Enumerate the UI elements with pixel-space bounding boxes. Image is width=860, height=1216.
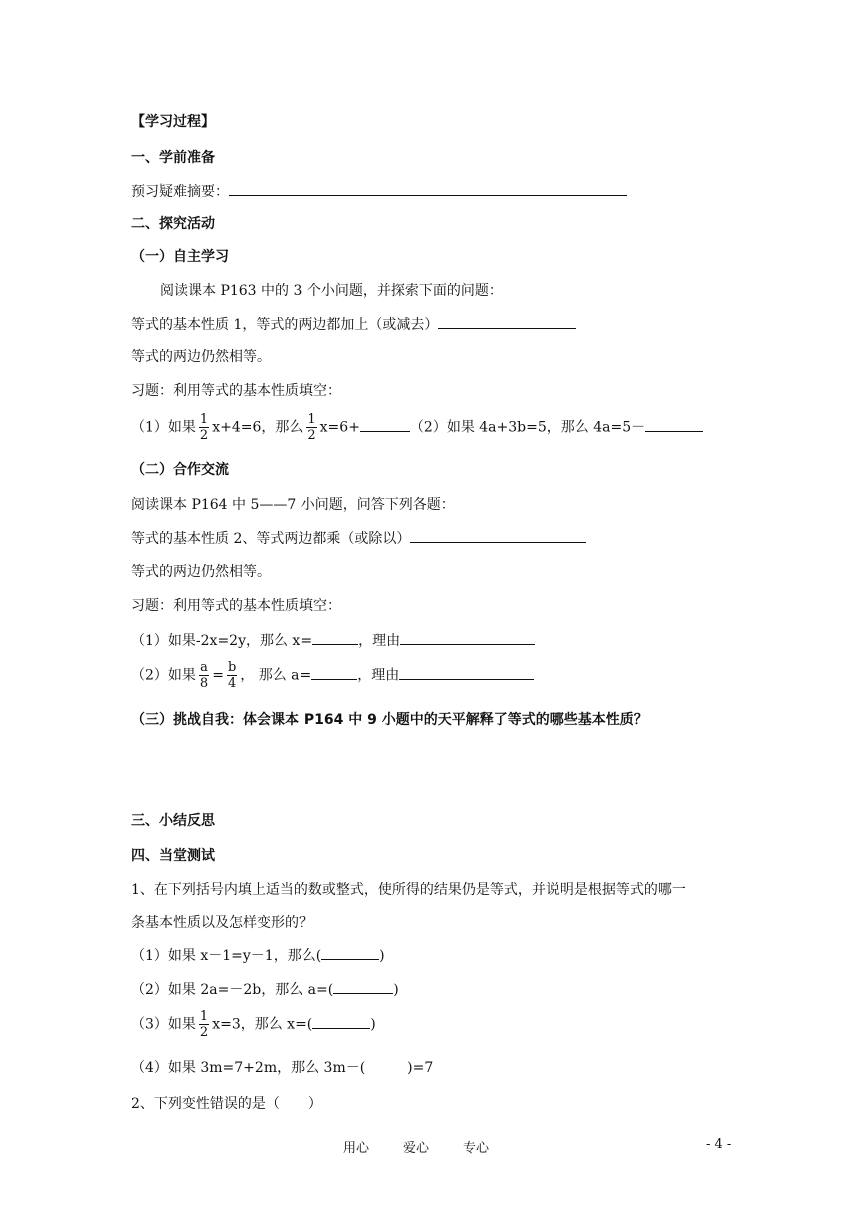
- ex2-q2-blank[interactable]: [311, 666, 357, 680]
- fraction-a-8: $\frac{a}{8}$: [199, 660, 209, 691]
- property2-blank[interactable]: [410, 529, 586, 543]
- preview-prompt-line: [131, 182, 627, 201]
- part2-title: 二、探究活动: [131, 216, 215, 232]
- property1-blank[interactable]: [438, 315, 576, 329]
- s2-text: （2）如果 2a=－2b，那么 a=(: [131, 982, 334, 998]
- sub1-intro: 阅读课本 P163 中的 3 个小问题，并探索下面的问题：: [160, 283, 503, 299]
- s2-end: ): [393, 982, 399, 998]
- fraction-b-4: $\frac{b}{4}$: [227, 660, 237, 691]
- q1-end: x=6+: [319, 419, 360, 436]
- ex2-q1-text: （1）如果-2x=2y，那么 x=: [131, 633, 313, 649]
- fraction-half: $\frac{1}{2}$: [199, 412, 209, 443]
- test-s2: [131, 980, 399, 999]
- exercise2-label: 习题：利用等式的基本性质填空：: [131, 598, 341, 614]
- sub3-line: [131, 711, 648, 729]
- sub2-intro: 阅读课本 P164 中 5——7 小问题，问答下列各题：: [131, 497, 455, 513]
- part3-title: 三、小结反思: [131, 813, 215, 829]
- test-q1-line2: 条基本性质以及怎样变形的？: [131, 915, 313, 931]
- page-number: - 4 -: [706, 1137, 732, 1152]
- footer-motto-2: 爱心: [403, 1141, 430, 1156]
- s1-text: （1）如果 x－1=y－1，那么(: [131, 948, 322, 964]
- preview-blank[interactable]: [229, 182, 627, 196]
- test-s1: [131, 946, 385, 965]
- ex2-q2-prefix: （2）如果: [131, 667, 196, 684]
- test-s3: [131, 1009, 376, 1040]
- ex2-q2-mid: ， 那么 a=: [240, 667, 312, 684]
- test-q2: 2、下列变性错误的是（ ）: [131, 1096, 322, 1112]
- footer-motto-1: 用心: [343, 1141, 370, 1156]
- property2-line: [131, 529, 586, 548]
- exercise1-label: 习题：利用等式的基本性质填空：: [131, 383, 341, 399]
- ex2-q1-blank[interactable]: [312, 631, 358, 645]
- s3-blank[interactable]: [312, 1015, 370, 1029]
- property1-text: 等式的基本性质 1，等式的两边都加上（或减去）: [131, 317, 439, 333]
- sub2-title: （二）合作交流: [131, 462, 229, 478]
- ex2-q1-reason: ，理由: [358, 633, 401, 649]
- s1-blank[interactable]: [321, 946, 379, 960]
- q1-prefix: （1）如果: [131, 419, 196, 436]
- sub1-title: （一）自主学习: [131, 249, 229, 265]
- s1-end: ): [379, 948, 385, 964]
- fraction-half-3: $\frac{1}{2}$: [199, 1009, 209, 1040]
- sub3-title: （三）挑战自我：: [131, 712, 243, 728]
- property1-suffix: 等式的两边仍然相等。: [131, 349, 271, 365]
- s3-mid: x=3，那么 x=(: [212, 1016, 313, 1033]
- property2-text: 等式的基本性质 2、等式两边都乘（或除以）: [131, 531, 411, 547]
- fraction-half-2: $\frac{1}{2}$: [307, 412, 316, 443]
- s2-blank[interactable]: [333, 980, 393, 994]
- q2-blank[interactable]: [645, 418, 703, 432]
- sub3-text: 体会课本 P164 中 9 小题中的天平解释了等式的哪些基本性质？: [243, 712, 648, 728]
- property2-suffix: 等式的两边仍然相等。: [131, 564, 271, 580]
- ex2-q2-reason-blank[interactable]: [399, 666, 534, 680]
- test-q1-line1: 1、在下列括号内填上适当的数或整式，使所得的结果仍是等式，并说明是根据等式的哪一: [131, 882, 686, 898]
- part4-title: 四、当堂测试: [131, 848, 215, 864]
- preview-prompt: 预习疑难摘要：: [131, 184, 229, 200]
- s3-end: ): [370, 1016, 376, 1033]
- ex2-q2-equals: =: [212, 667, 224, 684]
- ex2-q1-reason-blank[interactable]: [400, 631, 535, 645]
- test-s4: （4）如果 3m=7+2m，那么 3m－( )=7: [131, 1060, 434, 1076]
- exercise2-q1-line: [131, 631, 535, 650]
- footer-motto-3: 专心: [463, 1141, 490, 1156]
- ex2-q2-reason: ，理由: [357, 667, 400, 684]
- exercise1-q1-line: [131, 412, 703, 443]
- section-header: 【学习过程】: [131, 114, 215, 130]
- property1-line: [131, 315, 576, 334]
- q2-text: （2）如果 4a+3b=5，那么 4a=5－: [409, 419, 646, 436]
- exercise2-q2-line: [131, 660, 534, 691]
- q1-mid: x+4=6，那么: [212, 419, 304, 436]
- s3-prefix: （3）如果: [131, 1016, 196, 1033]
- q1-blank[interactable]: [360, 418, 410, 432]
- part1-title: 一、学前准备: [131, 150, 215, 166]
